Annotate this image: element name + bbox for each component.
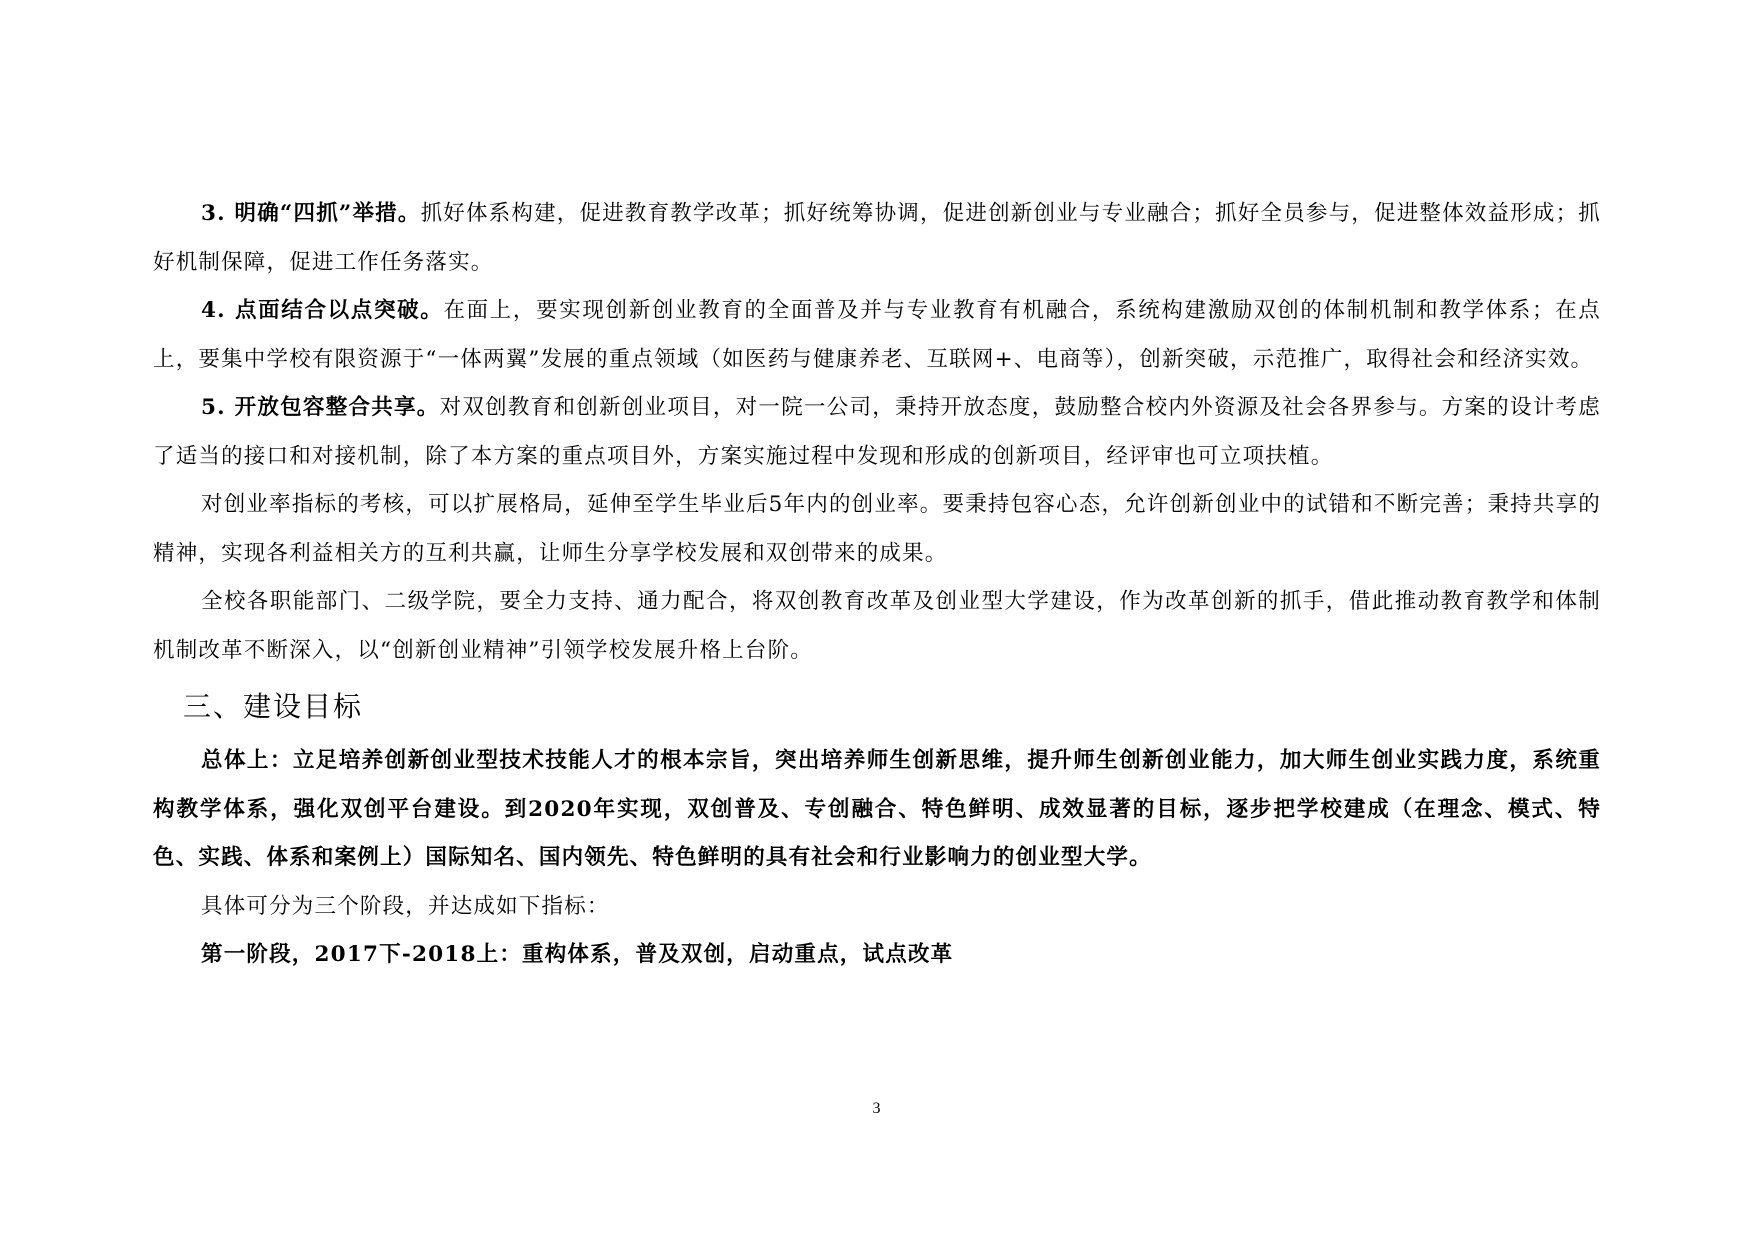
paragraph-lead: 3. 明确“四抓”举措。 [201,201,421,226]
overall-goal-paragraph: 总体上：立足培养创新创业型技术技能人才的根本宗旨，突出培养师生创新思维，提升师生创新创业能力，加大师生创业实践力度，系统重构教学体系，强化双创平台建设。到2020年实现，双创普及、专创融合、特色鲜明、成效显著的目标，逐步把学校建成（在理念、模式、特色、实践、体系和案例上）国际知名、国内领先、特色鲜明的具有社会和行业影响力的创业型大学。 [153,748,1601,870]
school-support-paragraph: 全校各职能部门、二级学院，要全力支持、通力配合，将双创教育改革及创业型大学建设，作为改革创新的抓手，借此推动教育教学和体制机制改革不断深入，以“创新创业精神”引领学校发展升格上台阶。 [153,589,1601,663]
measure-paragraph-4 [153,287,1601,384]
section-heading: 三、建设目标 [183,690,364,723]
entrepreneurship-rate-paragraph: 对创业率指标的考核，可以扩展格局，延伸至学生毕业后5年内的创业率。要秉持包容心态，允许创新创业中的试错和不断完善；秉持共享的精神，实现各利益相关方的互利共赢，让师生分享学校发展和双创带来的成果。 [153,492,1601,566]
paragraph-body: 在面上，要实现创新创业教育的全面普及并与专业教育有机融合，系统构建激励双创的体制机制和教学体系；在点上，要集中学校有限资源于“一体两翼”发展的重点领域（如医药与健康养老、互联网+、电商等），创新突破，示范推广，取得社会和经济实效。 [153,298,1601,372]
stages-intro: 具体可分为三个阶段，并达成如下指标： [201,893,610,919]
page-number: 3 [872,1100,881,1117]
measure-paragraph-5 [153,384,1601,481]
paragraph-lead: 5. 开放包容整合共享。 [201,395,440,420]
document-body [153,190,1601,980]
paragraph-lead: 4. 点面结合以点突破。 [201,298,444,323]
paragraph-body: 抓好体系构建，促进教育教学改革；抓好统筹协调，促进创新创业与专业融合；抓好全员参与，促进整体效益形成；抓好机制保障，促进工作任务落实。 [153,201,1601,275]
measure-paragraph-3 [153,190,1601,287]
stage-one-title: 第一阶段，2017下-2018上：重构体系，普及双创，启动重点，试点改革 [201,942,954,967]
paragraph-body: 对双创教育和创新创业项目，对一院一公司，秉持开放态度，鼓励整合校内外资源及社会各界参与。方案的设计考虑了适当的接口和对接机制，除了本方案的重点项目外，方案实施过程中发现和形成的创新项目，经评审也可立项扶植。 [153,395,1601,469]
